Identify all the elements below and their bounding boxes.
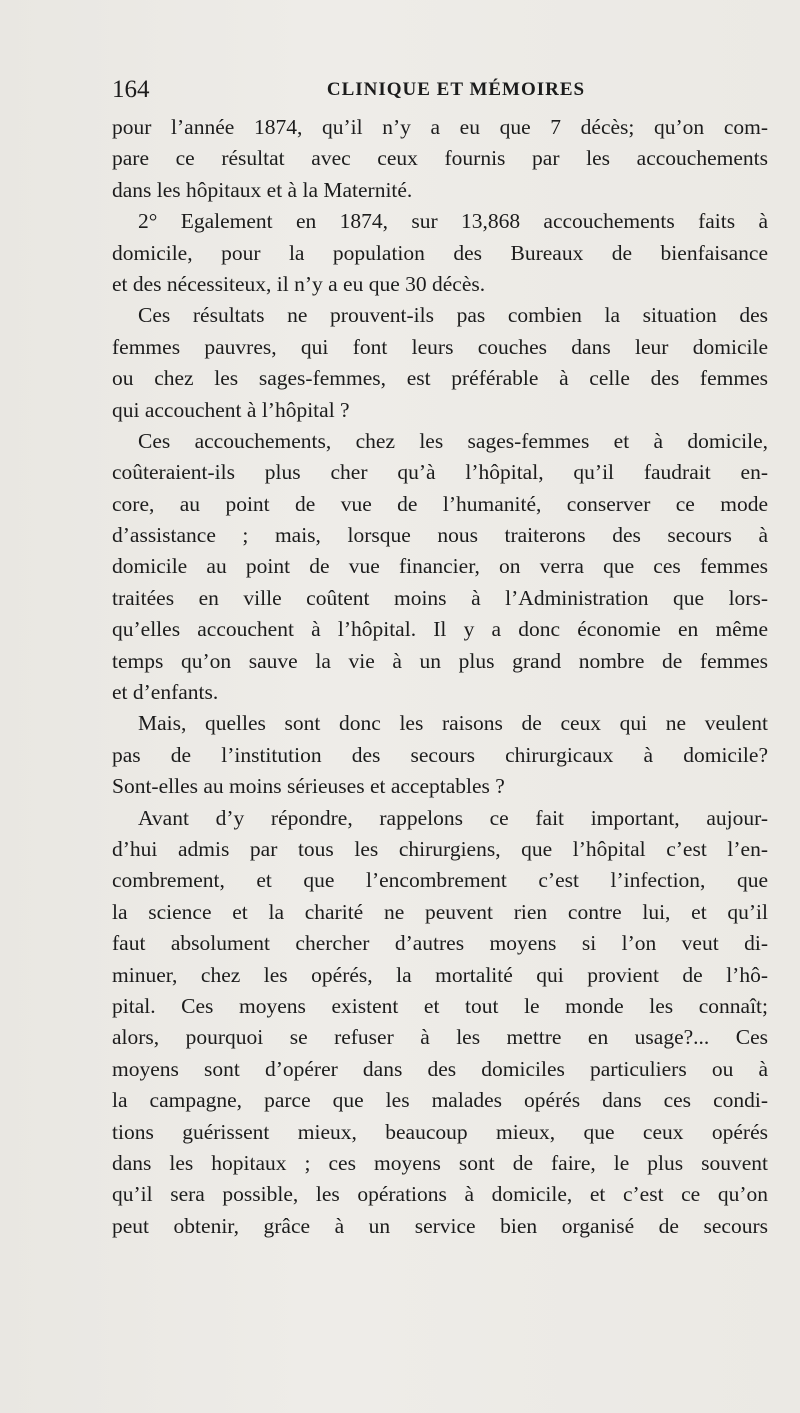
text-line: faut absolument chercher d’autres moyens si l’on veut di-: [112, 931, 768, 956]
text-line: domicile, pour la population des Bureaux de bienfaisance: [112, 240, 768, 265]
text-line: la campagne, parce que les malades opérés dans ces condi-: [112, 1088, 768, 1113]
text-line: Sont-elles au moins sérieuses et acceptables ?: [112, 774, 505, 799]
text-line: Avant d’y répondre, rappelons ce fait important, aujour-: [138, 805, 768, 830]
text-line: pital. Ces moyens existent et tout le monde les connaît;: [112, 993, 768, 1018]
text-line: pas de l’institution des secours chirurgicaux à domicile?: [112, 742, 768, 767]
text-line: domicile au point de vue financier, on verra que ces femmes: [112, 554, 768, 579]
text-line: temps qu’on sauve la vie à un plus grand nombre de femmes: [112, 648, 768, 673]
text-line: dans les hôpitaux et à la Maternité.: [112, 177, 413, 202]
text-line: et d’enfants.: [112, 680, 219, 705]
text-line: d’hui admis par tous les chirurgiens, que l’hôpital c’est l’en-: [112, 836, 768, 861]
text-line: pare ce résultat avec ceux fournis par les accouchements: [112, 146, 768, 171]
text-line: qui accouchent à l’hôpital ?: [112, 397, 350, 422]
text-line: coûteraient-ils plus cher qu’à l’hôpital, qu’il faudrait en-: [112, 460, 768, 485]
text-line: pour l’année 1874, qu’il n’y a eu que 7 décès; qu’on com-: [112, 115, 768, 139]
text-line: la science et la charité ne peuvent rien contre lui, et qu’il: [112, 899, 768, 924]
body-text: [112, 112, 768, 1242]
text-line: tions guérissent mieux, beaucoup mieux, que ceux opérés: [112, 1119, 768, 1144]
text-line: peut obtenir, grâce à un service bien organisé de secours: [112, 1213, 768, 1238]
page-number: 164: [112, 76, 150, 103]
text-line: qu’il sera possible, les opérations à domicile, et c’est ce qu’on: [112, 1182, 768, 1207]
text-line: ou chez les sages-femmes, est préférable à celle des femmes: [112, 366, 768, 391]
text-line: Mais, quelles sont donc les raisons de ceux qui ne veulent: [138, 711, 768, 736]
text-line: 2° Egalement en 1874, sur 13,868 accouchements faits à: [138, 209, 768, 234]
running-title: CLINIQUE ET MÉMOIRES: [326, 79, 586, 100]
running-head: [112, 76, 772, 106]
text-line: dans les hopitaux ; ces moyens sont de faire, le plus souvent: [112, 1150, 768, 1175]
text-line: qu’elles accouchent à l’hôpital. Il y a donc économie en même: [112, 617, 768, 642]
text-line: et des nécessiteux, il n’y a eu que 30 décès.: [112, 271, 486, 296]
text-line: alors, pourquoi se refuser à les mettre en usage?... Ces: [112, 1025, 768, 1050]
text-line: Ces accouchements, chez les sages-femmes et à domicile,: [138, 428, 768, 453]
text-line: combrement, et que l’encombrement c’est l’infection, que: [112, 868, 768, 893]
text-line: Ces résultats ne prouvent-ils pas combien la situation des: [138, 303, 768, 328]
text-line: minuer, chez les opérés, la mortalité qui provient de l’hô-: [112, 962, 768, 987]
text-line: femmes pauvres, qui font leurs couches dans leur domicile: [112, 334, 768, 359]
text-line: moyens sont d’opérer dans des domiciles particuliers ou à: [112, 1056, 768, 1081]
text-line: core, au point de vue de l’humanité, conserver ce mode: [112, 491, 768, 516]
text-line: traitées en ville coûtent moins à l’Administration que lors-: [112, 585, 768, 610]
text-line: d’assistance ; mais, lorsque nous traiterons des secours à: [112, 523, 768, 548]
